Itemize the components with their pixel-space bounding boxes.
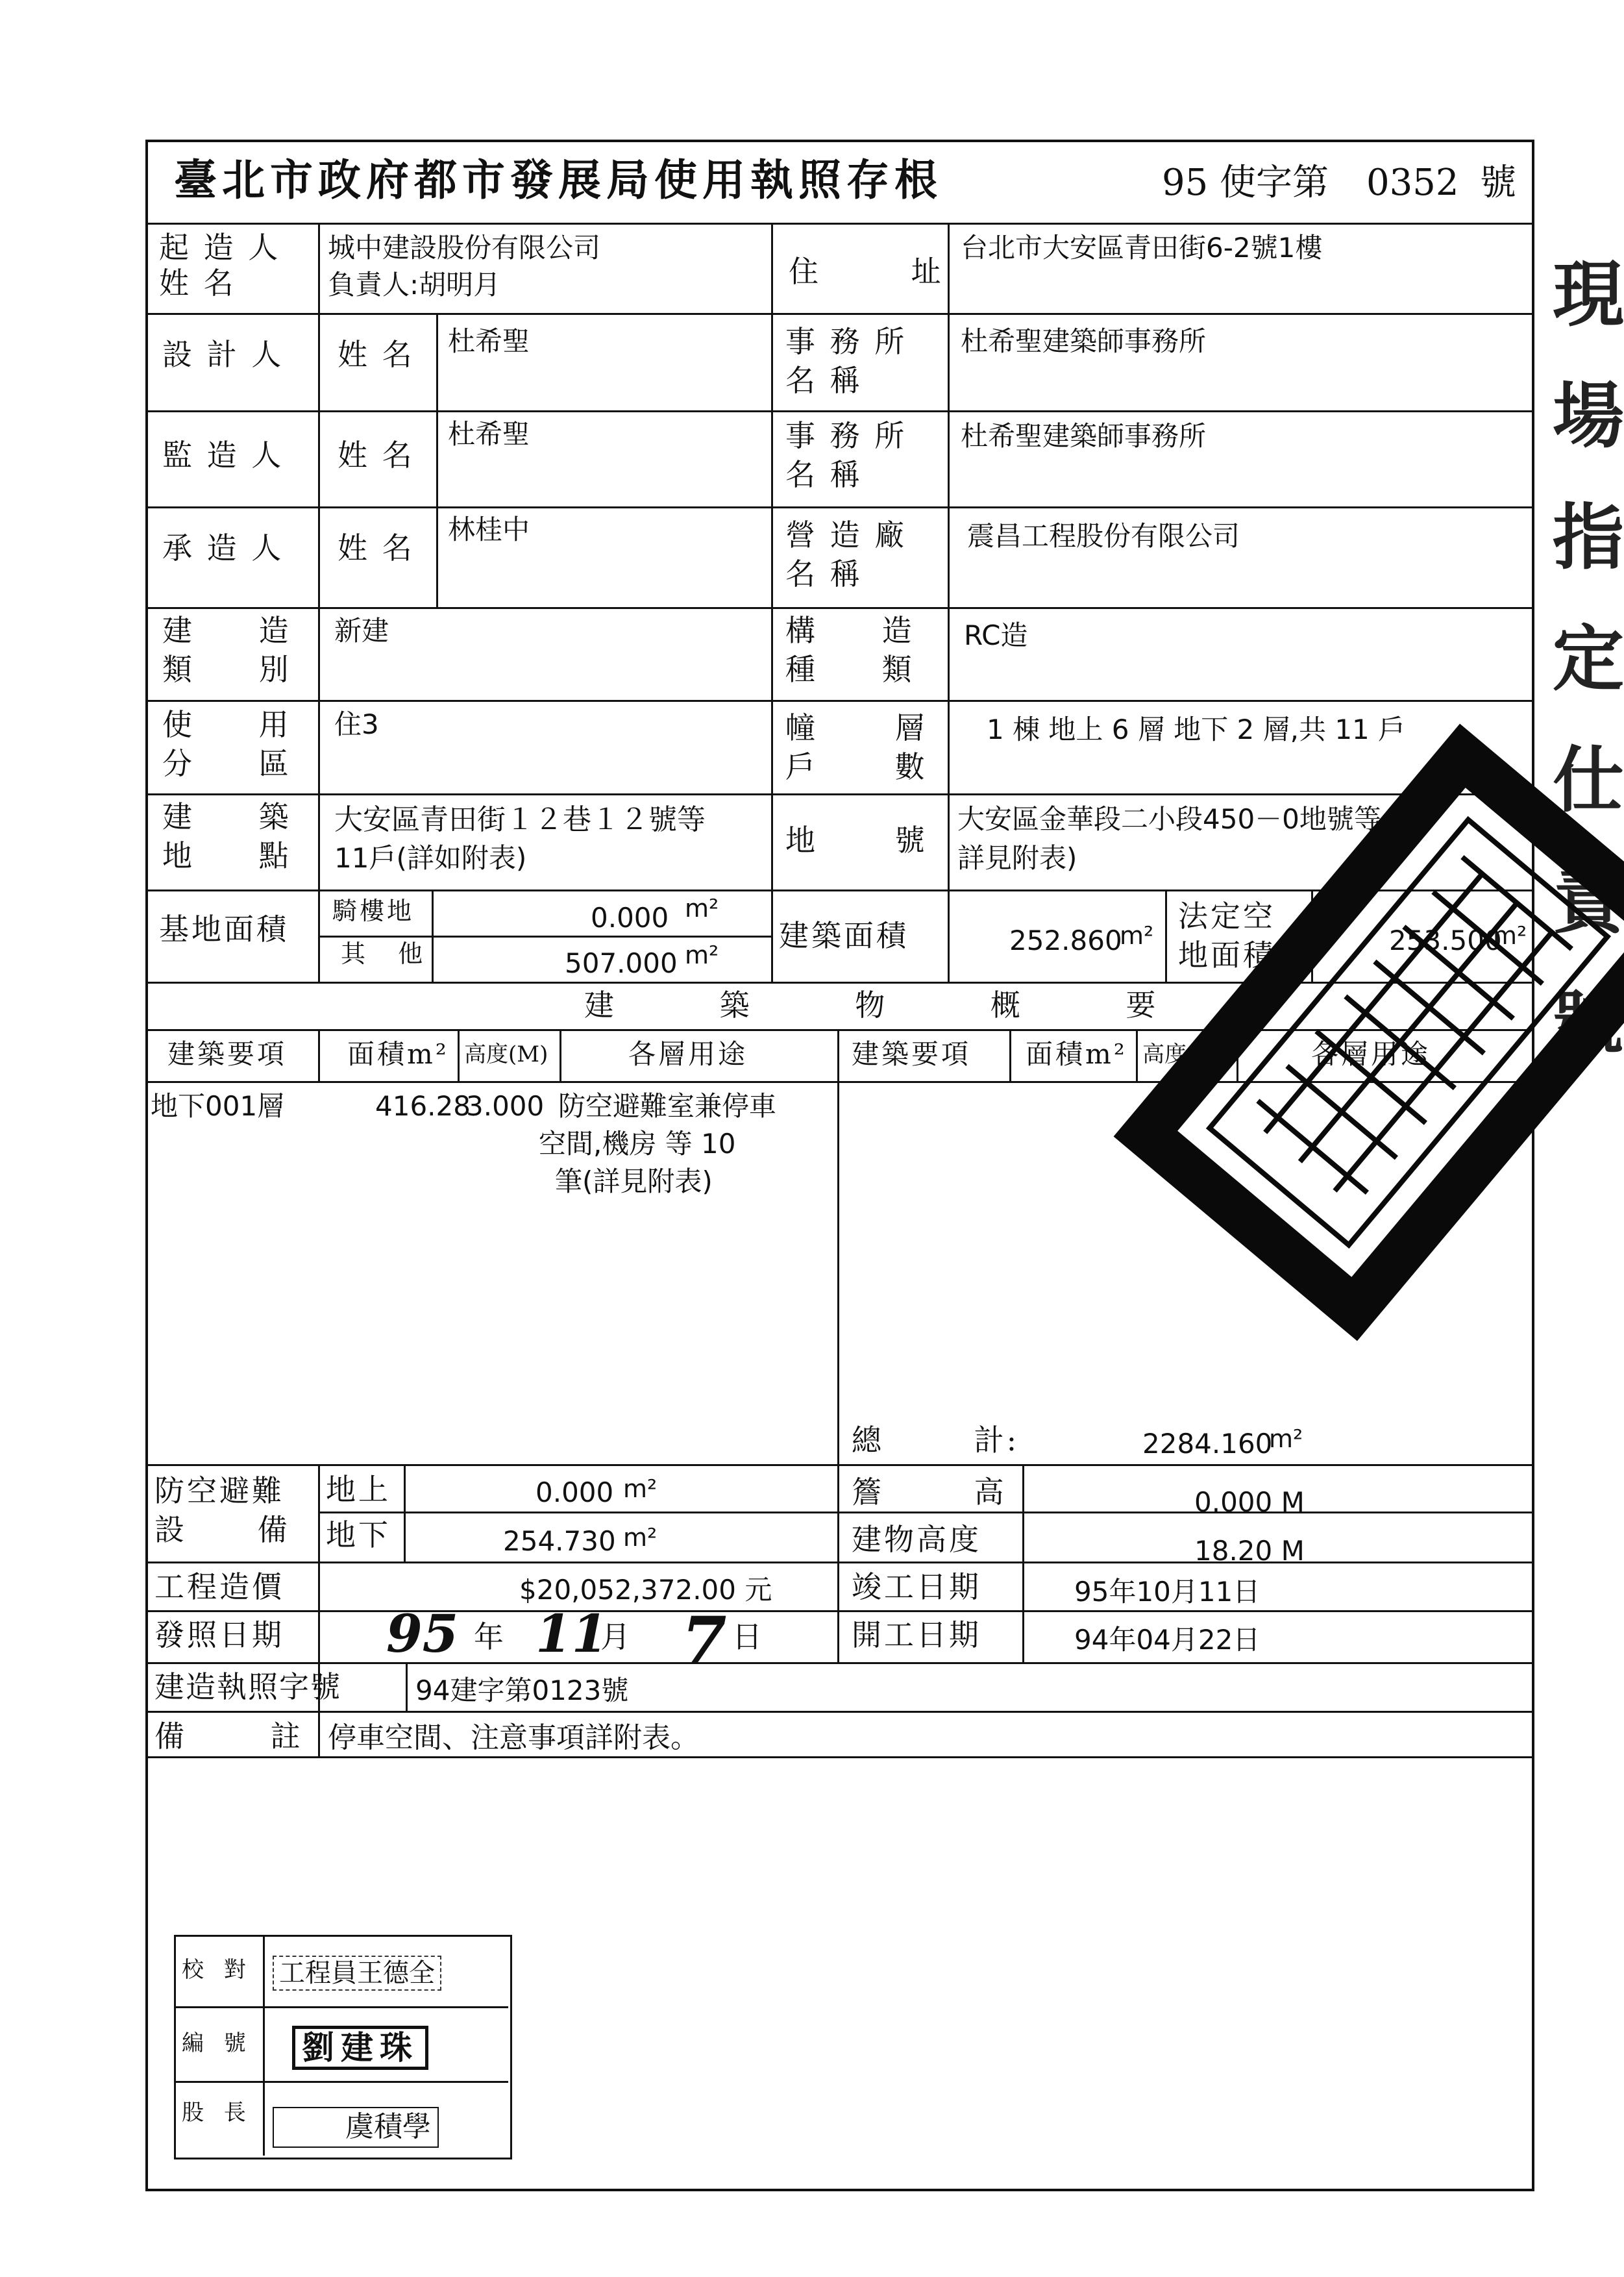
divider [318, 1464, 320, 1711]
overview-row-use-2: 空間,機房 等 10 [539, 1128, 736, 1160]
divider [145, 1464, 1534, 1466]
start-date: 94年04月22日 [1074, 1624, 1261, 1656]
structure-type: RC造 [964, 619, 1028, 651]
divider [145, 1662, 1534, 1664]
overview-total: 2284.160 [1142, 1428, 1273, 1460]
divider [145, 223, 1534, 225]
divider [436, 313, 438, 607]
contractor-role-label: 承 造 人 [162, 530, 284, 566]
building-area-unit: m² [1120, 921, 1154, 950]
arcade-unit: m² [685, 894, 719, 923]
zoning-label-1: 使 用 [162, 707, 291, 742]
overview-row-use-1: 防空避難室兼停車 [558, 1090, 777, 1122]
open-space-label-1: 法定空 [1178, 899, 1275, 934]
divider [458, 1029, 460, 1081]
owner-address-label: 住 址 [789, 254, 944, 289]
other-label: 其 他 [341, 939, 426, 968]
cost-label: 工程造價 [154, 1569, 284, 1604]
owner-label-2: 姓 名 [159, 266, 236, 301]
divider [948, 223, 950, 982]
divider [837, 1029, 839, 1464]
license-number-suffix: 號 [1480, 162, 1516, 204]
shelter-below-label: 地下 [326, 1517, 391, 1552]
issue-day: 7 [682, 1602, 727, 1679]
designer-office: 杜希聖建築師事務所 [961, 325, 1207, 357]
contractor-company-label-1: 營 造 廠 [785, 517, 907, 553]
document-title: 臺北市政府都市發展局使用執照存根 [174, 155, 942, 205]
signoff-check-label: 校 對 [182, 1957, 252, 1983]
overview-title: 建 築 物 概 要 [584, 988, 1159, 1023]
lot-line-1: 大安區金華段二小段450－0地號等 [957, 803, 1381, 835]
overview-row-area: 416.28 [375, 1090, 471, 1122]
official-seal [1194, 695, 1597, 1370]
building-area-value: 252.860 [1009, 925, 1122, 956]
signoff-chief-stamp: 虞積學 [273, 2107, 439, 2148]
location-line-2: 11戶(詳如附表) [334, 842, 527, 874]
construction-type: 新建 [334, 615, 389, 647]
supervisor-role-label: 監 造 人 [162, 438, 284, 473]
divider [1165, 890, 1167, 982]
owner-label-1: 起 造 人 [159, 230, 281, 265]
construction-type-label-2: 類 別 [162, 652, 291, 687]
contractor-company: 震昌工程股份有限公司 [967, 520, 1240, 552]
remarks-value: 停車空間、注意事項詳附表。 [328, 1721, 699, 1754]
divider [837, 1464, 839, 1662]
building-height-value: 18.20 M [1194, 1535, 1305, 1567]
overview-header-item: 建築要項 [167, 1038, 288, 1070]
shelter-above-label: 地上 [326, 1472, 391, 1507]
zoning-label-2: 分 區 [162, 746, 291, 781]
signoff-chief-label: 股 長 [182, 2100, 252, 2126]
overview-total-unit: m² [1269, 1425, 1303, 1453]
margin-vertical-text: 現場指定仕責號 [1553, 253, 1624, 1065]
contractor-name: 林桂中 [448, 514, 530, 545]
divider [318, 223, 320, 982]
complete-date: 95年10月11日 [1074, 1576, 1261, 1608]
arcade-value: 0.000 [591, 902, 669, 934]
divider [145, 1756, 1534, 1758]
eave-value: 0.000 M [1194, 1486, 1305, 1518]
divider [1009, 1029, 1011, 1081]
floors-label-2: 戶 數 [785, 749, 928, 784]
building-height-label: 建物高度 [852, 1522, 981, 1557]
shelter-above-value: 0.000 [535, 1476, 614, 1508]
shelter-below-value: 254.730 [503, 1525, 616, 1557]
supervisor-office: 杜希聖建築師事務所 [961, 420, 1207, 452]
permit-value: 94建字第0123號 [415, 1674, 629, 1706]
signoff-number-stamp: 劉建珠 [292, 2026, 428, 2070]
divider [174, 2081, 508, 2083]
other-value: 507.000 [565, 947, 678, 979]
supervisor-name: 杜希聖 [448, 418, 530, 450]
designer-office-label-1: 事 務 所 [785, 324, 907, 359]
overview-row-use-3: 筆(詳見附表) [555, 1165, 713, 1197]
zoning-value: 住3 [334, 708, 379, 740]
arcade-label: 騎樓地 [332, 897, 415, 925]
permit-label: 建造執照字號 [154, 1669, 341, 1704]
shelter-label-2: 設 備 [154, 1512, 290, 1547]
issue-month-unit: 月 [600, 1619, 633, 1654]
divider [145, 1610, 1534, 1612]
divider [318, 936, 771, 938]
owner-representative: 負責人:胡明月 [328, 269, 501, 301]
divider [404, 1464, 406, 1562]
owner-address: 台北市大安區青田街6-2號1樓 [961, 232, 1323, 264]
designer-office-label-2: 名 稱 [785, 363, 863, 398]
start-date-label: 開工日期 [852, 1617, 981, 1652]
overview-row-item: 地下001層 [151, 1090, 285, 1122]
issue-year-unit: 年 [474, 1619, 506, 1654]
lot-line-2: 詳見附表) [957, 842, 1077, 874]
overview-row-height: 3.000 [466, 1090, 545, 1122]
cost-value: $20,052,372.00 元 [519, 1574, 772, 1606]
overview-header-area-2: 面積m² [1026, 1038, 1127, 1070]
floors-value: 1 棟 地上 6 層 地下 2 層,共 11 戶 [987, 714, 1406, 745]
divider [263, 1935, 265, 2156]
supervisor-office-label-2: 名 稱 [785, 457, 863, 492]
divider [145, 1562, 1534, 1563]
divider [318, 1711, 320, 1756]
overview-header-use-2: 各層用途 [1311, 1038, 1431, 1070]
lot-label: 地 號 [785, 823, 928, 858]
supervisor-name-label: 姓 名 [338, 438, 415, 473]
contractor-name-label: 姓 名 [338, 530, 415, 566]
location-line-1: 大安區青田街１２巷１２號等 [334, 803, 706, 836]
shelter-below-unit: m² [623, 1523, 658, 1552]
contractor-company-label-2: 名 稱 [785, 556, 863, 591]
divider [1136, 1029, 1138, 1081]
structure-label-2: 種 類 [785, 652, 915, 687]
divider [318, 1029, 320, 1081]
overview-header-height-2: 高度(M) [1142, 1041, 1227, 1067]
remarks-label: 備 註 [154, 1719, 303, 1754]
divider [174, 2006, 508, 2008]
location-label-1: 建 築 [162, 799, 291, 834]
open-space-value: 253.500 [1389, 925, 1502, 956]
complete-date-label: 竣工日期 [852, 1569, 981, 1604]
divider [145, 506, 1534, 508]
owner-company: 城中建設股份有限公司 [328, 232, 601, 264]
divider [406, 1662, 408, 1711]
overview-total-label: 總 計: [852, 1423, 1020, 1458]
construction-type-label-1: 建 造 [162, 613, 291, 648]
divider [145, 607, 1534, 609]
signoff-check-stamp: 工程員王德全 [273, 1956, 441, 1991]
building-area-label: 建築面積 [779, 918, 909, 953]
divider [1022, 1464, 1024, 1662]
structure-label-1: 構 造 [785, 613, 915, 648]
divider [145, 410, 1534, 412]
shelter-label-1: 防空避難 [154, 1473, 284, 1508]
divider [771, 223, 773, 982]
floors-label-1: 幢 層 [785, 710, 928, 745]
overview-header-height: 高度(M) [464, 1041, 548, 1067]
overview-header-area: 面積m² [347, 1038, 449, 1070]
site-area-label: 基地面積 [159, 912, 289, 947]
issue-year: 95 [386, 1603, 459, 1664]
overview-header-item-2: 建築要項 [852, 1038, 972, 1070]
issue-day-unit: 日 [732, 1619, 765, 1654]
designer-name: 杜希聖 [448, 325, 530, 357]
divider [145, 313, 1534, 315]
other-unit: m² [685, 941, 719, 969]
shelter-above-unit: m² [623, 1474, 658, 1503]
license-number-prefix: 95 使字第 [1162, 162, 1329, 204]
issue-date-label: 發照日期 [154, 1617, 284, 1652]
license-number: 0352 [1366, 162, 1459, 204]
supervisor-office-label-1: 事 務 所 [785, 418, 907, 453]
divider [560, 1029, 561, 1081]
designer-name-label: 姓 名 [338, 337, 415, 372]
issue-month: 11 [535, 1603, 608, 1664]
divider [145, 1711, 1534, 1713]
eave-label: 簷 高 [852, 1474, 1007, 1510]
open-space-unit: m² [1493, 921, 1527, 950]
open-space-label-2: 地面積 [1178, 938, 1275, 973]
signoff-number-label: 編 號 [182, 2030, 252, 2056]
location-label-2: 地 點 [162, 838, 291, 873]
divider [318, 1512, 1534, 1513]
designer-role-label: 設 計 人 [162, 337, 284, 372]
overview-header-use: 各層用途 [628, 1038, 748, 1070]
